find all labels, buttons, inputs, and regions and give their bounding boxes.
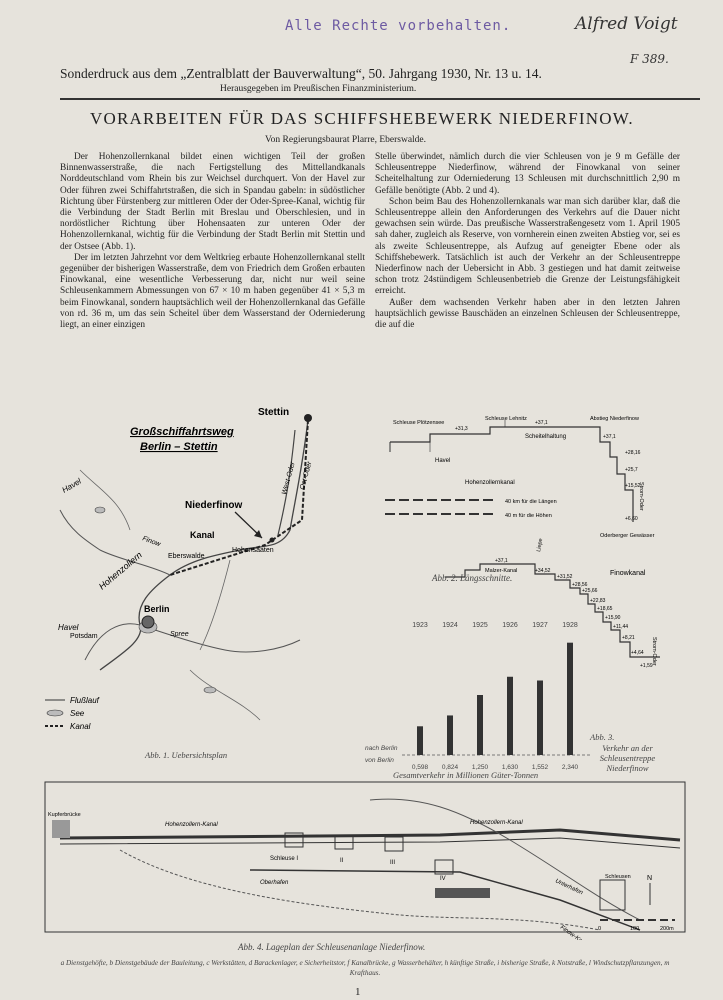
place-label: Havel bbox=[60, 476, 83, 495]
scale-label: 100 bbox=[630, 926, 640, 932]
level-label: +18,65 bbox=[597, 606, 613, 612]
bar bbox=[447, 715, 453, 755]
site-label: Hohenzollern-Kanal bbox=[165, 822, 218, 828]
site-plan bbox=[40, 780, 690, 940]
level-label: +11,44 bbox=[613, 624, 629, 630]
paragraph: Der Hohenzollernkanal bildet einen wichtigen Teil der großen Binnenwasserstraße, die nach Fertigstellung des Mittellandkanals Norddeutschland vom Rhein bis zur Weichsel durchquert. Von der Havel zur Oder führen zwei Schiffahrtstraßen, die sich in Spandau gabeln: in südöstlicher Richtung über Fürstenberg zur mittleren Oder der Oder-Spree-Kanal, wichtig für die Verbindung der Stadt Berlin mit Breslau und Oberschlesien, und in nordöstlicher Richtung über Hohensaaten zur unteren Oder der Hohenzollernkanal, wichtig für die Verbindung der Stadt Berlin mit Stettin und der Ostsee (Abb. 1). bbox=[60, 152, 365, 252]
site-label: IV bbox=[440, 876, 446, 882]
profile-label: Schleuse Lehnitz bbox=[485, 416, 527, 422]
map-caption: Abb. 1. Uebersichtsplan bbox=[145, 750, 228, 760]
chart-xlabel: Gesamtverkehr in Millionen Güter-Tonnen bbox=[393, 770, 539, 780]
paragraph: Stelle überwindet, nämlich durch die vier Schleusen von je 9 m Gefälle der Schleusentreppe Niederfinow, während der Finowkanal von seiner Scheitelhaltung zur Oderniederung 13 Schleusen mit durchschnittlich 2,90 m Gefälle benötigte (Abb. 2 und 4). bbox=[375, 152, 680, 196]
site-label: Schleuse I bbox=[270, 856, 299, 862]
value-label: 1,250 bbox=[471, 764, 489, 771]
direction-label: nach Berlin bbox=[365, 745, 398, 752]
profile-caption: Abb. 2. Längsschnitte. bbox=[432, 573, 513, 583]
paragraph: Außer dem wachsenden Verkehr haben aber in den letzten Jahren hauptsächlich gewisse Bauschäden an einzelnen Schleusen der Schleusentreppe, die auf die bbox=[375, 297, 680, 331]
legend-lake: See bbox=[70, 709, 85, 718]
profile-label: Scheitelhaltung bbox=[525, 434, 567, 440]
scale-label: 0 bbox=[598, 926, 602, 932]
text-column-left bbox=[60, 152, 365, 331]
place-label: Ost-Oder bbox=[299, 460, 314, 491]
publisher-line: Herausgegeben im Preußischen Finanzministerium. bbox=[220, 84, 417, 94]
level-label: +37,1 bbox=[495, 558, 508, 564]
site-label: Finow-Kanal bbox=[558, 924, 590, 940]
site-caption: Abb. 4. Lageplan der Schleusenanlage Niederfinow. bbox=[238, 942, 426, 952]
year-label: 1924 bbox=[442, 622, 458, 629]
place-label: Hohenzollern bbox=[96, 549, 144, 592]
place-label: Havel bbox=[58, 623, 79, 632]
profile-label: 40 km für die Längen bbox=[505, 499, 557, 505]
site-label: Oberhafen bbox=[260, 880, 289, 886]
scale-label: 200m bbox=[660, 926, 674, 932]
value-label: 2,340 bbox=[561, 764, 579, 771]
profile-label: Liepe bbox=[536, 538, 545, 553]
level-label: +31,3 bbox=[455, 426, 468, 432]
text-column-right bbox=[375, 152, 680, 331]
profile-label: Oderberger Gewässer bbox=[600, 533, 655, 539]
direction-label: von Berlin bbox=[365, 757, 394, 764]
bar bbox=[567, 643, 573, 755]
place-label: Finow bbox=[141, 535, 162, 549]
bar bbox=[507, 677, 513, 755]
place-label: Berlin bbox=[144, 604, 170, 614]
site-label: III bbox=[390, 860, 396, 866]
site-label: Hohenzollern-Kanal bbox=[470, 820, 523, 826]
bar bbox=[417, 726, 423, 755]
level-label: +22,83 bbox=[590, 598, 606, 604]
year-label: 1928 bbox=[562, 622, 578, 629]
level-label: +34,52 bbox=[535, 568, 551, 574]
place-label: Stettin bbox=[258, 407, 290, 418]
level-label: +28,56 bbox=[572, 582, 588, 588]
profile-label: Malzer-Kanal bbox=[485, 568, 518, 574]
value-label: 0,598 bbox=[411, 764, 429, 771]
place-label: Spree bbox=[170, 631, 189, 638]
map-title-1: Großschiffahrtsweg bbox=[130, 426, 234, 438]
rights-stamp: Alle Rechte vorbehalten. bbox=[285, 18, 512, 34]
map-title-2: Berlin – Stettin bbox=[140, 441, 218, 453]
level-label: +31,52 bbox=[557, 574, 573, 580]
place-label: Hohensaaten bbox=[232, 547, 274, 554]
level-label: +37,1 bbox=[535, 420, 548, 426]
profile-label: Finowkanal bbox=[610, 570, 646, 577]
site-label: Unterhafen bbox=[554, 878, 584, 897]
year-label: 1923 bbox=[412, 622, 428, 629]
site-label: Kupferbrücke bbox=[48, 812, 81, 818]
value-label: 1,552 bbox=[531, 764, 549, 771]
level-label: +8,21 bbox=[622, 635, 635, 641]
city-marker bbox=[142, 616, 154, 628]
profile-label: Havel bbox=[435, 458, 451, 464]
page-number: 1 bbox=[355, 986, 361, 998]
value-label: 0,824 bbox=[441, 764, 459, 771]
profile-label: Hohenzollernkanal bbox=[465, 480, 515, 486]
year-label: 1926 bbox=[502, 622, 518, 629]
place-label: Eberswalde bbox=[168, 553, 205, 560]
profile-label: 40 m für die Höhen bbox=[505, 513, 552, 519]
chart-caption: Abb. 3. bbox=[590, 732, 615, 742]
level-label: +15,52 bbox=[625, 483, 641, 489]
place-label: Potsdam bbox=[70, 633, 98, 640]
place-label: West-Oder bbox=[281, 461, 297, 496]
site-legend-footnote: a Dienstgehöfte, b Dienstgebäude der Bauleitung, c Werkstätten, d Barackenlager, e Sicherheitstor, f Kanalbrücke, g Wasserbehälter, h künftige Straße, i bisherige Straße, k Notstraße, l Windschutzpflanzungen, m Krafthaus. bbox=[60, 959, 670, 977]
site-label: II bbox=[340, 858, 344, 864]
overview-map bbox=[40, 400, 375, 770]
site-label: Schleusen bbox=[605, 874, 631, 880]
level-label: +37,1 bbox=[603, 434, 616, 440]
legend-river: Flußlauf bbox=[70, 696, 99, 705]
article-title: VORARBEITEN FÜR DAS SCHIFFSHEBEWERK NIEDERFINOW. bbox=[90, 109, 634, 128]
paragraph: Der im letzten Jahrzehnt vor dem Weltkrieg erbaute Hohenzollernkanal stellt gegenüber der bisherigen Wasserstraße, dem von Friedrich dem Großen erbauten Finowkanal, eine wesentliche Verbesserung dar, nicht nur weil seine Schleusenkammern Abmessungen von 67 × 10 m haben gegenüber 41 × 5,3 m beim Finowkanal, sondern hauptsächlich weil der Hohenzollernkanal das Gefälle von rd. 36 m, um das sein Scheitel über dem Wasserstand der Oderniederung liegt, an einer einzigen bbox=[60, 252, 365, 331]
profile-label: Schleuse Plötzensee bbox=[393, 420, 445, 426]
handwritten-signature: Alfred Voigt bbox=[575, 14, 678, 34]
profile-label: Strom-Oder bbox=[638, 482, 644, 511]
place-label: Kanal bbox=[190, 530, 215, 540]
year-label: 1925 bbox=[472, 622, 488, 629]
value-label: 1,630 bbox=[501, 764, 519, 771]
level-label: +25,66 bbox=[582, 588, 598, 594]
article-byline: Von Regierungsbaurat Plarre, Eberswalde. bbox=[265, 135, 427, 145]
offprint-header: Sonderdruck aus dem „Zentralblatt der Bauverwaltung“, 50. Jahrgang 1930, Nr. 13 u. 14. bbox=[60, 66, 542, 81]
chart-title: Verkehr an der Schleusentreppe Niederfinow bbox=[599, 743, 656, 773]
level-label: +15,90 bbox=[605, 615, 621, 621]
handwritten-shelf-mark: F 389. bbox=[630, 52, 669, 66]
header-rule bbox=[60, 98, 700, 100]
bar bbox=[477, 695, 483, 755]
level-label: +6,60 bbox=[625, 516, 638, 522]
city-marker bbox=[270, 538, 275, 543]
profile-label: Strom-Oder bbox=[651, 637, 657, 666]
legend-canal: Kanal bbox=[70, 722, 91, 731]
year-label: 1927 bbox=[532, 622, 548, 629]
north-arrow-label: N bbox=[647, 875, 653, 882]
bar bbox=[537, 681, 543, 755]
place-label: Niederfinow bbox=[185, 500, 243, 511]
paragraph: Schon beim Bau des Hohenzollernkanals war man sich darüber klar, daß die Schleusentreppe allein den Anforderungen des Verkehrs auf die Dauer nicht gewachsen sein würde. Das preußische Wasserstraßengesetz vom 1. April 1905 sah daher, zugleich als Reserve, von vornherein einen zweiten Abstieg vor, sei es als zweite Schleusentreppe, als Aufzug auf geneigter Ebene oder als Schiffshebewerk. Tatsächlich ist auch der Verkehr an der Schleusentreppe Niederfinow nach der Uebersicht in Abb. 3 gestiegen und hat damit zeitweise schon trotz 24stündigem Schleusenbetrieb die Grenze der Leistungsfähigkeit erreicht. bbox=[375, 196, 680, 297]
profile-label: Abstieg Niederfinow bbox=[590, 416, 639, 422]
level-label: +28,16 bbox=[625, 450, 641, 456]
level-label: +4,64 bbox=[631, 650, 644, 656]
level-label: +1,59 bbox=[640, 663, 653, 669]
level-label: +25,7 bbox=[625, 467, 638, 473]
city-marker bbox=[304, 414, 312, 422]
